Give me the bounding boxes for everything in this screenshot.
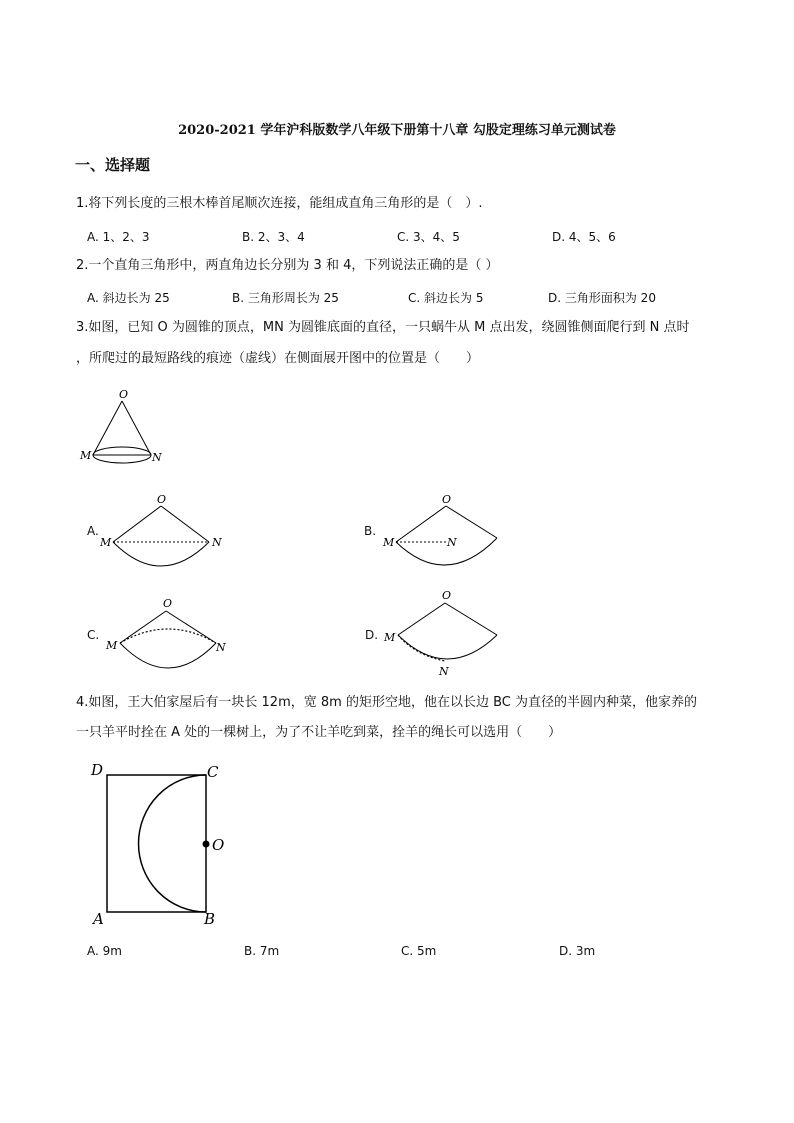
q4-option-a[interactable]: A. 9m xyxy=(87,944,122,958)
label-a: A xyxy=(93,910,104,928)
q3-c-label-n: N xyxy=(216,641,226,654)
label-c: C xyxy=(207,763,219,781)
q3-option-a-figure[interactable] xyxy=(95,490,235,575)
question-4-stem-line1: 4.如图，王大伯家屋后有一块长 12m，宽 8m 的矩形空地，他在以长边 BC 为直径的半圆内种菜，他家养的 xyxy=(76,695,697,710)
q1-option-c[interactable]: C. 3、4、5 xyxy=(397,230,460,244)
cone-figure xyxy=(78,385,178,470)
q3-a-label-m: M xyxy=(100,536,112,549)
q3-option-d-path xyxy=(398,635,445,661)
label-o: O xyxy=(212,836,225,854)
cone-label-n: N xyxy=(152,451,162,464)
cone-label-o: O xyxy=(119,388,129,401)
cone-label-m: M xyxy=(80,449,92,462)
q3-b-label-m: M xyxy=(383,536,395,549)
label-b: B xyxy=(204,910,216,928)
q2-option-a[interactable]: A. 斜边长为 25 xyxy=(87,291,170,305)
q3-d-label-m: M xyxy=(384,631,396,644)
q2-option-d[interactable]: D. 三角形面积为 20 xyxy=(548,291,656,305)
label-d: D xyxy=(91,761,104,779)
q3-option-a-label[interactable]: A. xyxy=(87,524,99,538)
q3-c-label-m: M xyxy=(106,639,118,652)
q3-a-label-o: O xyxy=(157,493,167,506)
q3-option-b-figure[interactable] xyxy=(370,490,510,575)
question-3-stem-line1: 3.如图，已知 O 为圆锥的顶点，MN 为圆锥底面的直径，一只蜗牛从 M 点出发，绕圆锥侧面爬行到 N 点时 xyxy=(76,320,690,335)
q4-option-d[interactable]: D. 3m xyxy=(559,944,596,958)
q3-option-c-label[interactable]: C. xyxy=(87,628,100,642)
page-title: 2020-2021 学年沪科版数学八年级下册第十八章 勾股定理练习单元测试卷 xyxy=(178,123,616,138)
q3-option-c-path xyxy=(120,629,216,643)
q1-option-b[interactable]: B. 2、3、4 xyxy=(242,230,305,244)
section-heading: 一、选择题 xyxy=(75,156,151,174)
q3-b-label-o: O xyxy=(442,493,452,506)
q2-option-b[interactable]: B. 三角形周长为 25 xyxy=(232,291,339,305)
question-2-stem: 2.一个直角三角形中，两直角边长分别为 3 和 4，下列说法正确的是（ ） xyxy=(76,258,499,273)
q3-a-label-n: N xyxy=(212,536,222,549)
rectangle-abcd xyxy=(107,775,206,912)
q3-c-label-o: O xyxy=(163,597,173,610)
q2-option-c[interactable]: C. 斜边长为 5 xyxy=(408,291,484,305)
semicircle-bc xyxy=(139,775,206,912)
question-3-stem-line2: ，所爬过的最短路线的痕迹（虚线）在侧面展开图中的位置是（ ） xyxy=(76,351,480,366)
question-4-stem-line2: 一只羊平时拴在 A 处的一棵树上，为了不让羊吃到菜，拴羊的绳长可以选用（ ） xyxy=(76,725,562,740)
q3-d-label-o: O xyxy=(442,589,452,602)
q1-option-d[interactable]: D. 4、5、6 xyxy=(552,230,616,244)
q4-option-b[interactable]: B. 7m xyxy=(244,944,280,958)
q3-option-d-label[interactable]: D. xyxy=(365,628,379,642)
q1-option-a[interactable]: A. 1、2、3 xyxy=(87,230,150,244)
q3-option-c-figure[interactable] xyxy=(98,593,238,678)
q3-d-label-n: N xyxy=(439,665,449,678)
q4-option-c[interactable]: C. 5m xyxy=(401,944,437,958)
point-o xyxy=(203,841,210,848)
question-1-stem: 1.将下列长度的三根木棒首尾顺次连接，能组成直角三角形的是（ ）. xyxy=(76,196,483,211)
q3-option-d-figure[interactable] xyxy=(375,585,515,680)
rectangle-semicircle-figure xyxy=(85,757,245,932)
q3-b-label-n: N xyxy=(447,536,457,549)
q3-option-b-label[interactable]: B. xyxy=(364,524,377,538)
